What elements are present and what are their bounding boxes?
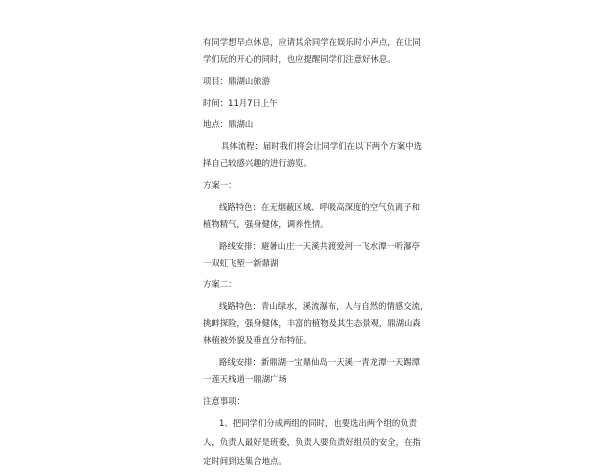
procedure-line: 具体流程：届时我们将会让同学们在以下两个方案中选	[221, 141, 422, 152]
plan-one-route-line: 路线安排：避暑山庄一天溪共渡爱河一飞水潭一听瀑亭	[219, 240, 420, 251]
plan-one-feature-line: 线路特色：在无烟蔽区域、呼吸高深度的空气负离子和	[219, 201, 420, 212]
notes-line: 定时间到达集合地点。	[203, 455, 287, 466]
plan-one-feature-line: 植物精气，强身健体，调养性情。	[203, 218, 329, 229]
paragraph-line: 学们玩的开心的同时，也应提醒同学们注意好休息。	[203, 54, 396, 64]
document-body	[203, 34, 429, 474]
plan-one-heading: 方案一：	[203, 179, 237, 190]
location-line: 地点：鼎湖山	[203, 119, 254, 130]
notes-line: 1、把同学们分成两组的同时，也要选出两个组的负责	[219, 417, 417, 428]
plan-two-feature-line: 挑衅探险，强身健体，丰富的植物及其生态景观，鼎湖山森	[203, 318, 421, 329]
plan-one-route-line: 一双虹飞堑一新鼎湖	[203, 257, 279, 268]
plan-two-feature-line: 林植被外貌及垂直分布特征。	[203, 335, 312, 346]
notes-heading: 注意事项：	[203, 395, 245, 406]
notes-line: 人，负责人最好是班委，负责人要负责好组员的安全，在指	[203, 436, 421, 447]
procedure-line: 择自己较感兴趣的进行游览。	[203, 158, 312, 169]
plan-two-route-line: 路线安排：新鼎湖一宝鼎仙岛一天溪一青龙潭一天踢潭	[219, 356, 420, 367]
plan-two-heading: 方案二：	[203, 279, 237, 290]
plan-two-route-line: 一莲天栈道一鼎湖广场	[203, 373, 287, 384]
plan-two-feature-line: 线路特色：青山绿水，溪流瀑布，人与自然的情感交流，	[219, 301, 429, 312]
time-line: 时间：11月7日上午	[203, 97, 278, 108]
paragraph-line: 有同学想早点休息，应请其余同学在娱乐时小声点，在让同	[203, 37, 421, 47]
project-line: 项目：鼎湖山旅游	[203, 75, 270, 86]
